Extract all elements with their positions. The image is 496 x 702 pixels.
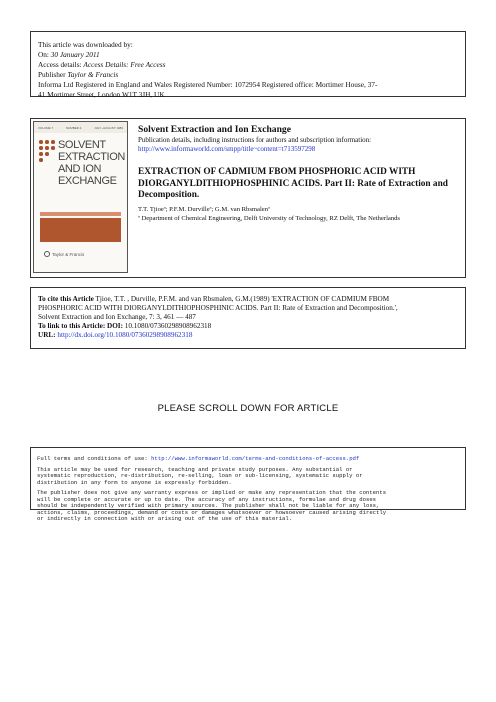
article-authors: T.T. Tjioeª; P.F.M. Durvilleª; G.M. van Rbsmalenª — [138, 205, 270, 213]
cover-number: NUMBER 4 — [65, 125, 82, 130]
informa-address-line2: 41 Mortimer Street, London W1T 3JH, UK — [38, 90, 165, 99]
citation-line2: PHOSPHORIC ACID WITH DIORGANYLDITHIOPHOSPHINIC ACIDS. Part II: Rate of Extraction and Decomposition.', — [38, 304, 398, 312]
taylor-francis-logo-icon — [44, 251, 50, 257]
doi-line — [31, 322, 465, 331]
doi-url-link[interactable]: http://dx.doi.org/10.1080/07360298908962318 — [55, 331, 193, 339]
journal-details — [138, 124, 460, 223]
cover-issue-strip — [34, 122, 127, 133]
citation-box — [30, 287, 466, 349]
access-details-value: Access Details: Free Access — [83, 60, 166, 69]
cite-label: To cite this Article — [38, 295, 94, 303]
access-details-line: Access details: Access Details: Free Access — [38, 60, 166, 69]
cover-dot-pattern — [39, 140, 55, 164]
terms-box — [30, 447, 466, 522]
article-title: EXTRACTION OF CADMIUM FBOM PHOSPHORIC ACID WITH DIORGANYLDITHIOPHOSPHINIC ACIDS. Part II: Rate of Extraction and Decomposition. — [138, 167, 448, 200]
terms-paragraph2-line1: The publisher does not give any warranty express or implied or make any representation that the contents — [37, 489, 387, 496]
journal-cover-image — [33, 121, 128, 273]
doi-value: 10.1080/07360298908962318 — [123, 322, 212, 330]
informa-address-line1: Informa Ltd Registered in England and Wales Registered Number: 1072954 Registered office: Mortimer House, 37- — [38, 80, 378, 89]
citation-line3: Solvent Extraction and Ion Exchange, 7: 3, 461 — 487 — [38, 313, 196, 321]
author-affiliation: ª Department of Chemical Engineering, Delft University of Technology, RZ Delft, The Netherlands — [138, 214, 400, 222]
journal-title: Solvent Extraction and Ion Exchange — [138, 124, 291, 135]
publication-details: Publication details, including instructions for authors and subscription information: — [138, 136, 372, 144]
terms-paragraph1-line2: systematic reproduction, re-distribution, re-selling, loan or sub-licensing, systematic supply or — [37, 472, 363, 479]
download-info-box — [30, 31, 466, 97]
publisher-name: Taylor & Francis — [67, 70, 119, 79]
downloaded-by-line: This article was downloaded by: — [38, 40, 133, 49]
cover-volume: VOLUME 7 — [38, 125, 54, 130]
publisher-line: Publisher Taylor & Francis — [38, 70, 119, 79]
doi-label: To link to this Article: DOI: — [38, 322, 123, 330]
cover-accent-stripe — [40, 212, 121, 216]
journal-info-box — [30, 118, 466, 278]
download-date-line: On: 30 January 2011 — [38, 50, 100, 59]
download-date: 30 January 2011 — [50, 50, 100, 59]
terms-paragraph1-line1: This article may be used for research, teaching and private study purposes. Any substantial or — [37, 465, 353, 473]
url-label: URL: — [38, 331, 56, 339]
cover-accent-band — [40, 218, 121, 242]
cover-title: SOLVENT EXTRACTION AND ION EXCHANGE — [58, 139, 125, 187]
terms-paragraph2-line3: should be independently verified with primary sources. The publisher shall not be liable for any loss, — [37, 502, 380, 509]
journal-url-link[interactable]: http://www.informaworld.com/smpp/title~content=t713597298 — [138, 145, 316, 153]
terms-url-line: Full terms and conditions of use: http://www.informaworld.com/terms-and-conditions-of-access.pdf — [37, 455, 360, 462]
terms-paragraph2-line5: or indirectly in connection with or arising out of the use of this material. — [37, 515, 293, 522]
terms-paragraph1-line3: distribution in any form to anyone is expressly forbidden. — [37, 478, 232, 486]
scroll-down-message: PLEASE SCROLL DOWN FOR ARTICLE — [157, 403, 339, 414]
cover-date: JULY–AUGUST 1989 — [94, 125, 123, 130]
terms-paragraph2-line4: actions, claims, proceedings, demand or costs or damages whatsoever or howsoever caused arising directly — [37, 508, 387, 516]
cover-publisher-logo: Taylor & Francis — [44, 249, 84, 259]
terms-url-link[interactable]: http://www.informaworld.com/terms-and-conditions-of-access.pdf — [151, 455, 360, 462]
citation-line1: To cite this Article Tjioe, T.T. , Durville, P.F.M. and van Rbsmalen, G.M.(1989) 'EXTRACTION OF CADMIUM FBOM — [38, 295, 390, 303]
url-line — [31, 331, 465, 340]
terms-paragraph2-line2: will be complete or accurate or up to date. The accuracy of any instructions, formulae and drug doses — [37, 495, 377, 503]
